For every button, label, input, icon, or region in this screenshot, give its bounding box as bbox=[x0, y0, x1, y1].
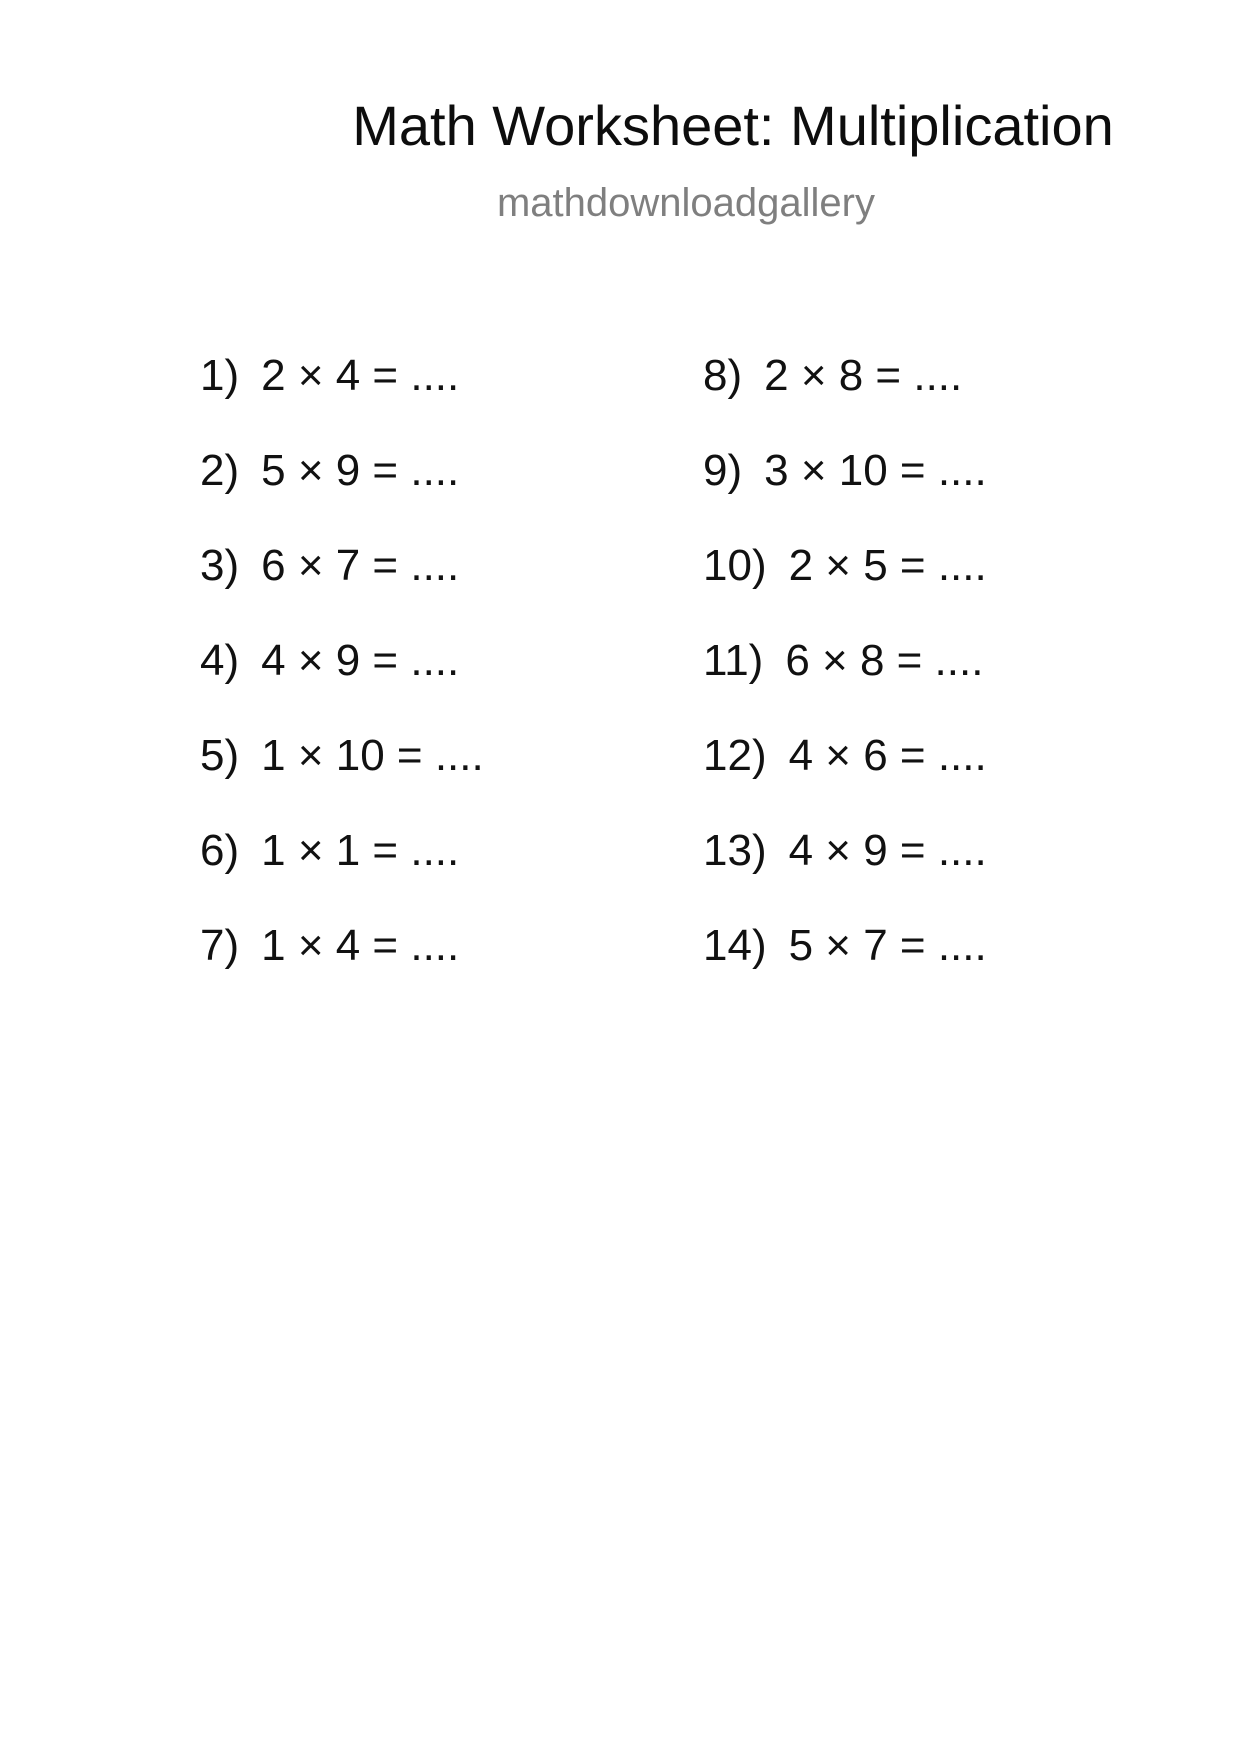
problem-expression: 3 × 10 = .... bbox=[764, 446, 987, 495]
problem-item bbox=[200, 446, 484, 544]
problem-expression: 5 × 7 = .... bbox=[788, 921, 987, 970]
problem-expression: 4 × 9 = .... bbox=[261, 636, 460, 685]
problem-column-right bbox=[703, 351, 987, 1019]
problem-number: 12) bbox=[703, 731, 767, 780]
problem-item bbox=[703, 446, 987, 544]
problem-item bbox=[200, 826, 484, 924]
problem-number: 7) bbox=[200, 921, 240, 970]
problem-number: 6) bbox=[200, 826, 240, 875]
problem-number: 2) bbox=[200, 446, 240, 495]
problem-item bbox=[200, 731, 484, 829]
problem-expression: 2 × 5 = .... bbox=[788, 541, 987, 590]
problem-expression: 1 × 10 = .... bbox=[261, 731, 484, 780]
problem-expression: 5 × 9 = .... bbox=[261, 446, 460, 495]
problem-expression: 1 × 1 = .... bbox=[261, 826, 460, 875]
problem-item bbox=[200, 351, 484, 449]
problem-number: 11) bbox=[703, 636, 764, 685]
worksheet-subtitle: mathdownloadgallery bbox=[496, 181, 875, 225]
problem-item bbox=[703, 921, 987, 1019]
worksheet-title: Math Worksheet: Multiplication bbox=[352, 94, 1114, 157]
problem-expression: 6 × 8 = .... bbox=[785, 636, 984, 685]
problem-item bbox=[200, 541, 484, 639]
problem-expression: 2 × 8 = .... bbox=[764, 351, 963, 400]
problem-item bbox=[703, 351, 987, 449]
problem-number: 3) bbox=[200, 541, 240, 590]
problem-number: 14) bbox=[703, 921, 767, 970]
problem-expression: 4 × 6 = .... bbox=[788, 731, 987, 780]
problem-number: 8) bbox=[703, 351, 743, 400]
problem-number: 13) bbox=[703, 826, 767, 875]
problem-expression: 4 × 9 = .... bbox=[788, 826, 987, 875]
problem-number: 10) bbox=[703, 541, 767, 590]
problem-column-left bbox=[200, 351, 484, 1019]
problem-number: 9) bbox=[703, 446, 743, 495]
problem-expression: 2 × 4 = .... bbox=[261, 351, 460, 400]
problem-number: 1) bbox=[200, 351, 240, 400]
problem-item bbox=[200, 636, 484, 734]
problem-item bbox=[200, 921, 484, 1019]
problem-expression: 1 × 4 = .... bbox=[261, 921, 460, 970]
problem-expression: 6 × 7 = .... bbox=[261, 541, 460, 590]
problem-item bbox=[703, 636, 987, 734]
problem-number: 5) bbox=[200, 731, 240, 780]
problem-item bbox=[703, 541, 987, 639]
problem-item bbox=[703, 731, 987, 829]
problem-item bbox=[703, 826, 987, 924]
problem-number: 4) bbox=[200, 636, 240, 685]
